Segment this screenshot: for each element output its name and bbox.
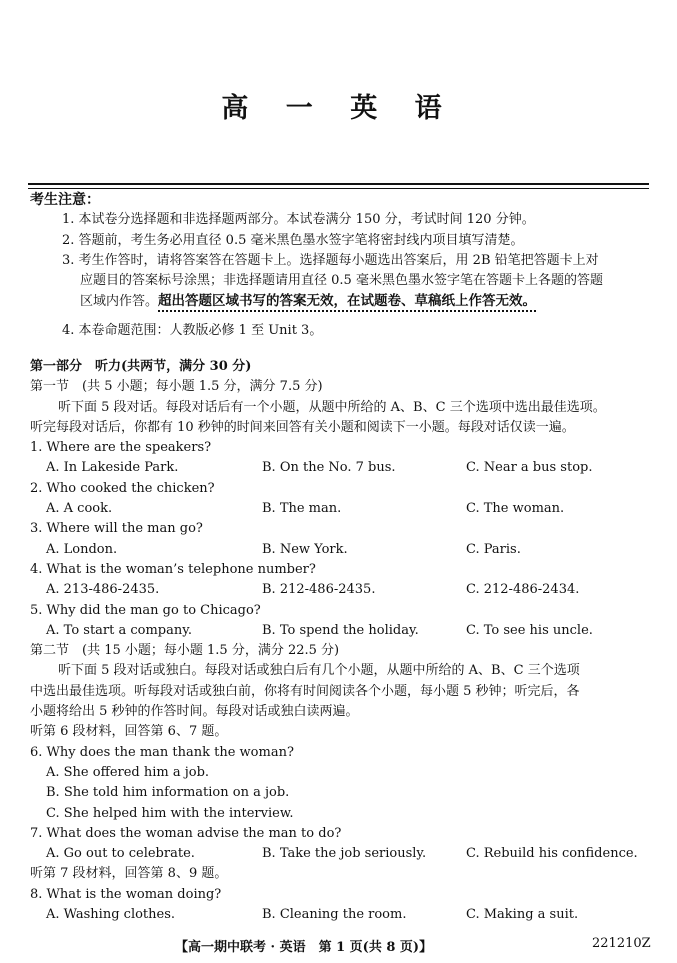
- listening-part: [30, 357, 650, 925]
- section2-heading: 第二节 (共 15 小题；每小题 1.5 分，满分 22.5 分): [30, 643, 340, 659]
- notice-warning: 超出答题区域书写的答案无效，在试题卷、草稿纸上作答无效。: [158, 293, 537, 310]
- option-a[interactable]: A. In Lakeside Park.: [46, 460, 179, 476]
- section2-instruction-1: 听下面 5 段对话或独白。每段对话或独白后有几个小题，从题中所给的 A、B、C 三个选项: [58, 663, 580, 679]
- section2-instruction-3: 小题将给出 5 秒钟的作答时间。每段对话或独白读两遍。: [30, 704, 359, 720]
- question-8: 8. What is the woman doing?: [30, 886, 222, 902]
- question-5-options: [30, 621, 650, 641]
- option-c[interactable]: C. Paris.: [466, 541, 521, 557]
- section1-instruction-1: 听下面 5 段对话。每段对话后有一个小题，从题中所给的 A、B、C 三个选项中选出最佳选项。: [58, 399, 606, 415]
- question-8-options: [30, 905, 650, 925]
- option-c[interactable]: C. Near a bus stop.: [466, 460, 593, 476]
- section2-instruction-2: 中选出最佳选项。听每段对话或独白前，你将有时间阅读各个小题，每小题 5 秒钟；听完后，各: [30, 683, 580, 699]
- question-1-options: [30, 458, 650, 478]
- option-a[interactable]: A. She offered him a job.: [46, 764, 210, 780]
- notice-item-3: 3. 考生作答时，请将答案答在答题卡上。选择题每小题选出答案后，用 2B 铅笔把答题卡上对: [62, 252, 599, 268]
- notice-item-2: 2. 答题前，考生务必用直径 0.5 毫米黑色墨水签字笔将密封线内项目填写清楚。: [62, 232, 524, 248]
- divider-thick: [28, 183, 649, 185]
- question-4-options: [30, 580, 650, 600]
- question-3-options: [30, 540, 650, 560]
- option-a[interactable]: A. Go out to celebrate.: [46, 846, 195, 862]
- section1-instruction-2: 听完每段对话后，你都有 10 秒钟的时间来回答有关小题和阅读下一小题。每段对话仅读一遍。: [30, 419, 575, 435]
- question-2: 2. Who cooked the chicken?: [30, 480, 215, 496]
- question-2-options: [30, 499, 650, 519]
- option-a[interactable]: A. Washing clothes.: [46, 907, 176, 923]
- notice-heading: 考生注意：: [30, 192, 100, 208]
- question-5: 5. Why did the man go to Chicago?: [30, 602, 261, 618]
- option-c[interactable]: C. She helped him with the interview.: [46, 805, 294, 821]
- material-6-note: 听第 6 段材料，回答第 6、7 题。: [30, 724, 228, 740]
- material-7-note: 听第 7 段材料，回答第 8、9 题。: [30, 866, 228, 882]
- option-b[interactable]: B. The man.: [262, 501, 342, 517]
- option-c[interactable]: C. The woman.: [466, 501, 565, 517]
- option-b[interactable]: B. To spend the holiday.: [262, 622, 419, 638]
- section1-heading: 第一节 (共 5 小题；每小题 1.5 分，满分 7.5 分): [30, 379, 323, 395]
- part1-heading: 第一部分 听力(共两节，满分 30 分): [30, 359, 252, 374]
- notice-item-1: 1. 本试卷分选择题和非选择题两部分。本试卷满分 150 分，考试时间 120 分钟。: [62, 212, 535, 228]
- option-c[interactable]: C. 212-486-2434.: [466, 582, 580, 598]
- divider-thin: [28, 188, 649, 189]
- question-1: 1. Where are the speakers?: [30, 440, 212, 456]
- question-6: 6. Why does the man thank the woman?: [30, 744, 294, 760]
- notice-item-3-plain: 区域内作答。: [80, 294, 159, 310]
- option-b[interactable]: B. She told him information on a job.: [46, 785, 290, 801]
- option-c[interactable]: C. To see his uncle.: [466, 622, 593, 638]
- option-b[interactable]: B. On the No. 7 bus.: [262, 460, 396, 476]
- question-3: 3. Where will the man go?: [30, 521, 203, 537]
- footer-page-info: 【高一期中联考 · 英语 第 1 页(共 8 页)】: [175, 940, 433, 955]
- notice-item-3-line-3: [30, 291, 650, 312]
- option-a[interactable]: A. To start a company.: [46, 622, 193, 638]
- page-title: 高 一 英 语: [221, 93, 456, 124]
- footer-code: 221210Z: [592, 936, 651, 951]
- question-4: 4. What is the woman’s telephone number?: [30, 561, 316, 577]
- notice-item-4: 4. 本卷命题范围：人教版必修 1 至 Unit 3。: [62, 322, 323, 338]
- option-a[interactable]: A. A cook.: [46, 501, 113, 517]
- option-a[interactable]: A. 213-486-2435.: [46, 582, 160, 598]
- question-7-options: [30, 844, 650, 864]
- notice-item-3-line-2: 应题目的答案标号涂黑；非选择题请用直径 0.5 毫米黑色墨水签字笔在答题卡上各题的答题: [80, 273, 603, 289]
- option-b[interactable]: B. Take the job seriously.: [262, 846, 427, 862]
- notice-section: [30, 190, 650, 341]
- option-b[interactable]: B. Cleaning the room.: [262, 907, 407, 923]
- option-b[interactable]: B. 212-486-2435.: [262, 582, 376, 598]
- option-c[interactable]: C. Making a suit.: [466, 907, 579, 923]
- option-b[interactable]: B. New York.: [262, 541, 348, 557]
- option-c[interactable]: C. Rebuild his confidence.: [466, 846, 638, 862]
- question-7: 7. What does the woman advise the man to do?: [30, 825, 342, 841]
- option-a[interactable]: A. London.: [46, 541, 118, 557]
